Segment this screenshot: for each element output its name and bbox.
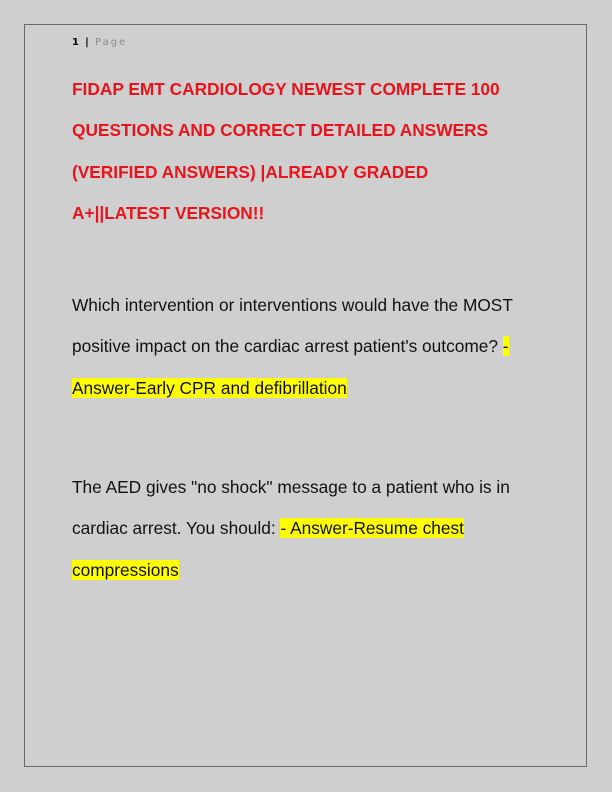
answer-highlight: Answer-Early CPR and defibrillation — [72, 377, 347, 398]
answer-line — [72, 550, 542, 591]
page-number: 1 — [72, 37, 80, 48]
page-label: Page — [95, 37, 128, 48]
question-text — [72, 326, 542, 367]
document-title — [72, 69, 542, 234]
question-text — [72, 508, 542, 549]
page-number-header — [72, 37, 127, 48]
answer-line — [72, 368, 542, 409]
title-line: QUESTIONS AND CORRECT DETAILED ANSWERS — [72, 120, 489, 141]
question-text-part: positive impact on the cardiac arrest patient's outcome? — [72, 336, 503, 357]
question-text: The AED gives "no shock" message to a patient who is in — [72, 477, 510, 497]
answer-highlight: - — [502, 336, 509, 357]
title-line: FIDAP EMT CARDIOLOGY NEWEST COMPLETE 100 — [72, 79, 500, 99]
answer-highlight: compressions — [72, 559, 179, 580]
question-answer-1 — [72, 285, 542, 409]
title-line: (VERIFIED ANSWERS) |ALREADY GRADED — [72, 161, 429, 182]
answer-highlight: - Answer-Resume chest — [280, 518, 464, 539]
question-text-part: cardiac arrest. You should: — [72, 518, 281, 539]
title-line: A+||LATEST VERSION!! — [72, 202, 265, 223]
page-separator: | — [85, 37, 90, 48]
question-answer-2 — [72, 467, 542, 591]
question-text: Which intervention or interventions would have the MOST — [72, 295, 513, 315]
